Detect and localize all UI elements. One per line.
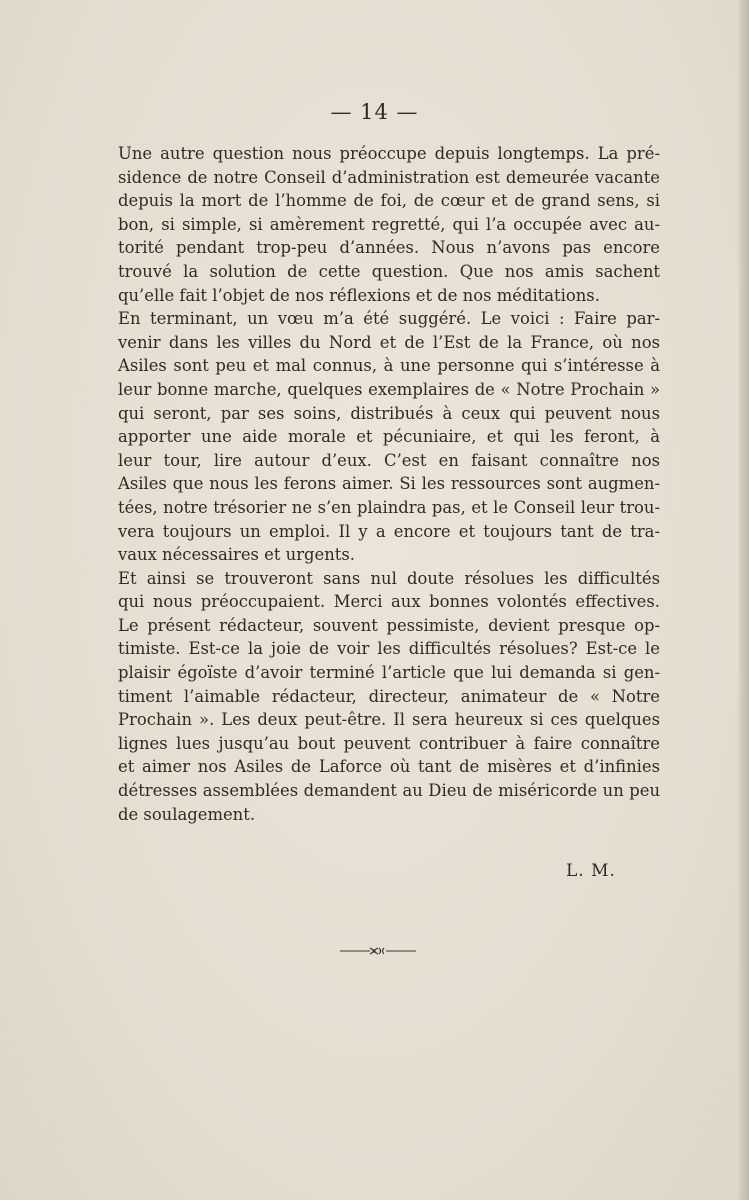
text-line: leur bonne marche, quelques exemplaires de « Notre Prochain » (118, 379, 660, 399)
text-line: qu’elle fait l’objet de nos réflexions et de nos méditations. (118, 285, 600, 305)
ornament-divider-icon (340, 946, 416, 956)
text-line: détresses assemblées demandent au Dieu de miséricorde un peu (118, 781, 660, 801)
text-line: et aimer nos Asiles de Laforce où tant de misères et d’infinies (118, 757, 660, 777)
text-line: vaux nécessaires et urgents. (118, 545, 356, 565)
paragraph-3 (118, 567, 660, 827)
text-line: qui nous préoccupaient. Merci aux bonnes volontés effectives. (118, 592, 660, 612)
paragraph-1 (118, 142, 660, 307)
text-line: trouvé la solution de cette question. Que nos amis sachent (118, 261, 660, 281)
text-line: Asiles sont peu et mal connus, à une personne qui s’intéresse à (118, 356, 660, 376)
text-line: leur tour, lire autour d’eux. C’est en faisant connaître nos (118, 450, 660, 470)
text-line: vera toujours un emploi. Il y a encore et toujours tant de tra- (118, 521, 660, 541)
text-line: timent l’aimable rédacteur, directeur, animateur de « Notre (118, 686, 660, 706)
text-line: plaisir égoïste d’avoir terminé l’article que lui demanda si gen- (118, 663, 660, 683)
text-line: torité pendant trop-peu d’années. Nous n’avons pas encore (118, 238, 660, 258)
text-line: bon, si simple, si amèrement regretté, qui l’a occupée avec au- (118, 214, 660, 234)
text-line: apporter une aide morale et pécuniaire, et qui les feront, à (118, 427, 660, 447)
text-line: venir dans les villes du Nord et de l’Est de la France, où nos (118, 332, 660, 352)
text-line: de soulagement. (118, 804, 256, 824)
text-line: Une autre question nous préoccupe depuis longtemps. La pré- (118, 144, 660, 163)
text-line: Et ainsi se trouveront sans nul doute résolues les difficultés (118, 568, 660, 588)
page-number: — 14 — (330, 100, 419, 124)
text-line: lignes lues jusqu’au bout peuvent contribuer à faire connaître (118, 733, 660, 753)
text-line: Le présent rédacteur, souvent pessimiste, devient presque op- (118, 615, 660, 635)
paragraph-2 (118, 307, 660, 567)
body-text (118, 142, 660, 826)
text-line: En terminant, un vœu m’a été suggéré. Le voici : Faire par- (118, 309, 660, 329)
text-line: tées, notre trésorier ne s’en plaindra pas, et le Conseil leur trou- (118, 497, 660, 517)
text-line: depuis la mort de l’homme de foi, de cœur et de grand sens, si (118, 191, 660, 211)
text-line: Prochain ». Les deux peut-être. Il sera heureux si ces quelques (118, 710, 660, 730)
text-line: timiste. Est-ce la joie de voir les difficultés résolues? Est-ce le (118, 639, 660, 659)
text-line: sidence de notre Conseil d’administration est demeurée vacante (118, 167, 660, 187)
text-line: Asiles que nous les ferons aimer. Si les ressources sont augmen- (118, 474, 660, 494)
page-edge (739, 0, 749, 1200)
text-line: qui seront, par ses soins, distribués à ceux qui peuvent nous (118, 403, 660, 423)
signature: L. M. (566, 861, 616, 881)
